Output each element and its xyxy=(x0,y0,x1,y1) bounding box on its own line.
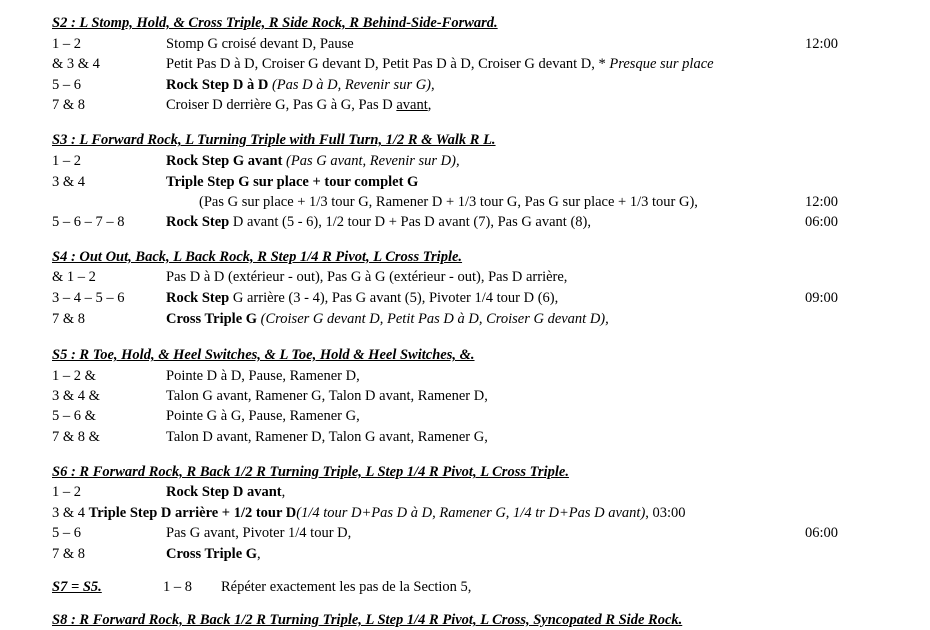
step-name: Triple Step G sur place + tour complet G xyxy=(166,174,419,190)
step-detail: (1/4 tour D+Pas D à D, Ramener G, 1/4 tr D+Pas D avant) xyxy=(296,505,646,521)
step-detail: (Croiser G devant D, Petit Pas D à D, Croiser G devant D), xyxy=(257,311,609,327)
section-2-heading-line xyxy=(0,14,930,33)
step-description xyxy=(166,310,609,329)
step-name: Rock Step D à D xyxy=(166,77,269,93)
step-row xyxy=(0,96,930,115)
step-name: Cross Triple G xyxy=(166,546,258,562)
step-description: Stomp G croisé devant D, Pause xyxy=(166,36,354,52)
section-5-heading-line xyxy=(0,346,930,365)
step-row xyxy=(0,268,930,287)
step-name: Rock Step xyxy=(166,214,230,230)
step-row xyxy=(0,545,930,564)
step-row xyxy=(0,152,930,171)
step-count: 7 & 8 & xyxy=(52,429,100,445)
step-count: 1 – 2 xyxy=(52,153,81,169)
section-3-heading: S3 : L Forward Rock, L Turning Triple with Full Turn, 1/2 R & Walk R L. xyxy=(52,132,496,148)
step-row xyxy=(0,387,930,406)
step-description: Répéter exactement les pas de la Section 5, xyxy=(221,579,472,595)
step-name: Triple Step D arrière + 1/2 tour D xyxy=(88,505,297,521)
step-description: Pointe G à G, Pause, Ramener G, xyxy=(166,408,360,424)
step-count: 5 – 6 & xyxy=(52,408,96,424)
section-7-heading: S7 = S5. xyxy=(52,579,102,595)
step-name: Cross Triple G xyxy=(166,311,258,327)
step-count: 3 & 4 xyxy=(52,505,89,521)
step-description: Rock Step D avant, xyxy=(166,484,286,500)
step-count: 3 & 4 xyxy=(52,174,86,190)
step-description xyxy=(166,76,435,95)
step-name: Rock Step G avant xyxy=(166,153,283,169)
step-name: Rock Step D avant xyxy=(166,484,282,500)
wall-time: 12:00 xyxy=(804,194,838,210)
underlined-word: avant xyxy=(396,97,428,113)
section-4-heading: S4 : Out Out, Back, L Back Rock, R Step 1/4 R Pivot, L Cross Triple. xyxy=(52,249,463,265)
step-count: 3 – 4 – 5 – 6 xyxy=(52,290,125,306)
step-count: 1 – 8 xyxy=(163,579,192,595)
step-description: 3 & 4 Triple Step D arrière + 1/2 tour D(1/4 tour D+Pas D à D, Ramener G, 1/4 tr D+Pas D avant), 03:00 xyxy=(52,505,686,521)
step-description: Pas D à D (extérieur - out), Pas G à G (extérieur - out), Pas D arrière, xyxy=(166,269,568,285)
section-2-heading: S2 : L Stomp, Hold, & Cross Triple, R Side Rock, R Behind-Side-Forward. xyxy=(52,15,498,31)
section-5-heading: S5 : R Toe, Hold, & Heel Switches, & L Toe, Hold & Heel Switches, &. xyxy=(52,347,475,363)
step-row xyxy=(0,35,930,54)
section-3-heading-line xyxy=(0,131,930,150)
step-count: 1 – 2 & xyxy=(52,368,96,384)
step-row xyxy=(0,76,930,95)
step-detail: (Pas D à D, Revenir sur G), xyxy=(268,77,435,93)
step-row xyxy=(0,524,930,543)
step-row xyxy=(0,289,930,308)
step-row xyxy=(0,407,930,426)
step-count: & 3 & 4 xyxy=(52,56,100,72)
step-description: Cross Triple G, xyxy=(166,546,261,562)
step-description: (Pas G sur place + 1/3 tour G, Ramener D + 1/3 tour G, Pas G sur place + 1/3 tour G), xyxy=(199,194,698,210)
step-row xyxy=(0,504,930,523)
step-description: Croiser D derrière G, Pas G à G, Pas D avant, xyxy=(166,97,432,113)
step-row xyxy=(0,173,930,192)
step-count: 5 – 6 – 7 – 8 xyxy=(52,214,125,230)
section-7-line xyxy=(0,578,930,597)
step-description: Pas G avant, Pivoter 1/4 tour D, xyxy=(166,525,352,541)
step-row xyxy=(0,193,930,212)
step-note: Presque sur place xyxy=(609,56,714,72)
step-description: Pointe D à D, Pause, Ramener D, xyxy=(166,368,360,384)
step-row xyxy=(0,428,930,447)
step-description: Talon G avant, Ramener G, Talon D avant, Ramener D, xyxy=(166,388,488,404)
section-4-heading-line xyxy=(0,248,930,267)
section-8-heading: S8 : R Forward Rock, R Back 1/2 R Turning Triple, L Step 1/4 R Pivot, L Cross, Syncopated R Side Rock. xyxy=(52,612,683,628)
step-name: Rock Step xyxy=(166,290,230,306)
step-description: Talon D avant, Ramener D, Talon G avant, Ramener G, xyxy=(166,429,488,445)
step-row xyxy=(0,55,930,74)
step-description: Petit Pas D à D, Croiser G devant D, Petit Pas D à D, Croiser G devant D, * Presque sur place xyxy=(166,56,714,72)
step-description: Rock Step G arrière (3 - 4), Pas G avant (5), Pivoter 1/4 tour D (6), xyxy=(166,290,559,306)
step-description xyxy=(166,152,460,171)
step-count: 3 & 4 & xyxy=(52,388,100,404)
wall-time: 06:00 xyxy=(804,214,838,230)
section-6-heading: S6 : R Forward Rock, R Back 1/2 R Turning Triple, L Step 1/4 R Pivot, L Cross Triple. xyxy=(52,464,569,480)
step-description: Rock Step D avant (5 - 6), 1/2 tour D + Pas D avant (7), Pas G avant (8), xyxy=(166,214,591,230)
step-count: 7 & 8 xyxy=(52,311,86,327)
step-count: 1 – 2 xyxy=(52,484,81,500)
step-detail: (Pas G avant, Revenir sur D), xyxy=(282,153,460,169)
step-row xyxy=(0,483,930,502)
step-row xyxy=(0,213,930,232)
step-row xyxy=(0,367,930,386)
section-6-heading-line xyxy=(0,463,930,482)
step-count: 7 & 8 xyxy=(52,546,86,562)
step-count: 5 – 6 xyxy=(52,77,81,93)
wall-time: 09:00 xyxy=(804,290,838,306)
section-8-heading-line xyxy=(0,611,930,630)
step-count: 5 – 6 xyxy=(52,525,81,541)
step-count: 7 & 8 xyxy=(52,97,86,113)
step-row xyxy=(0,310,930,329)
step-count: 1 – 2 xyxy=(52,36,81,52)
step-count: & 1 – 2 xyxy=(52,269,96,285)
wall-time: 12:00 xyxy=(804,36,838,52)
wall-time: 06:00 xyxy=(804,525,838,541)
